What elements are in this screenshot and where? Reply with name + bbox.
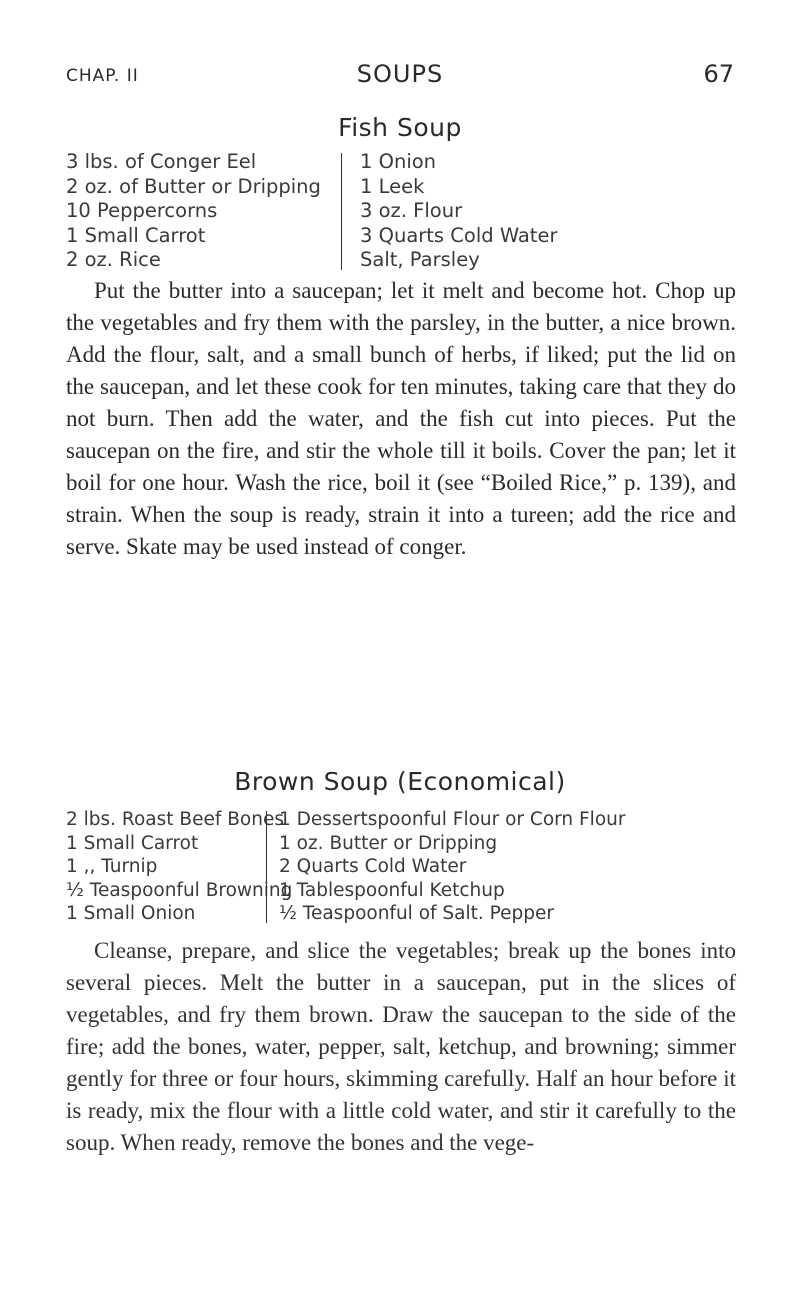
ingredient-item: 1 Tablespoonful Ketchup [279,879,505,901]
ingredient-item: Salt, Parsley [360,248,480,271]
ingredient-item: 2 lbs. Roast Beef Bones [66,809,284,830]
chapter-label: CHAP. II [66,66,139,86]
section-title: SOUPS [356,60,444,88]
recipe-title-brown-soup: Brown Soup (Economical) [234,767,566,796]
recipe-title-fish-soup: Fish Soup [338,113,462,142]
method-brown-soup: Cleanse, prepare, and slice the vegetables; break up the bones into several pieces. Melt the butter in a saucepan, put in the slices of vegetables, and fry them brown. Draw the saucepan to the side of the fire; add the bones, water, pepper, salt, ketchup, and browning; simmer gently for three or four hours, skimming carefully. Half an hour before it is ready, mix the flour with a little cold water, and stir it carefully to the soup. When ready, remove the bones and the vege- [66,938,736,1155]
ingredient-item: 2 oz. Rice [66,248,161,271]
ingredient-item: 3 Quarts Cold Water [360,223,558,247]
ingredient-item: 1 Onion [360,150,437,173]
ingredients-left-column [66,808,293,926]
method-fish-soup: Put the butter into a saucepan; let it melt and become hot. Chop up the vegetables and fry them with the parsley, in the butter, a nice brown. Add the flour, salt, and a small bunch of herbs, if liked; put the lid on the saucepan, and let these cook for ten minutes, taking care that they do not burn. Then add the water, and the fish cut into pieces. Put the saucepan on the fire, and stir the whole till it boils. Cover the pan; let it boil for one hour. Wash the rice, boil it (see “Boiled Rice,” p. 139), and strain. When the soup is ready, strain it into a tureen; add the rice and serve. Skate may be used instead of conger. [66,278,736,559]
ingredient-item: 1 Dessertspoonful Flour or Corn Flour [279,809,626,830]
ingredient-item: ½ Teaspoonful of Salt. Pepper [279,903,554,924]
ingredient-item: 2 oz. of Butter or Dripping [66,174,321,198]
ingredient-item: 2 Quarts Cold Water [279,856,467,877]
ingredients-right-column [279,808,625,926]
ingredient-item: 1 Small Carrot [66,223,206,247]
page-number: 67 [703,60,734,88]
column-divider [266,811,267,923]
ingredient-item: 3 lbs. of Conger Eel [66,150,257,173]
ingredient-item: 1 Small Onion [66,903,196,924]
ingredients-right-column [360,150,557,273]
ingredient-item: 1 oz. Butter or Dripping [279,832,498,854]
column-divider [341,153,342,270]
ingredient-item: 1 ,, Turnip [66,856,158,877]
ingredient-item: 1 Leek [360,174,425,198]
ingredients-brown-soup [66,808,625,926]
ingredient-item: 1 Small Carrot [66,832,199,854]
ingredient-item: ½ Teaspoonful Browning [66,879,293,901]
ingredients-fish-soup [66,150,557,273]
ingredients-left-column [66,150,341,273]
running-head [66,58,734,98]
ingredient-item: 10 Peppercorns [66,199,218,222]
ingredient-item: 3 oz. Flour [360,199,463,222]
